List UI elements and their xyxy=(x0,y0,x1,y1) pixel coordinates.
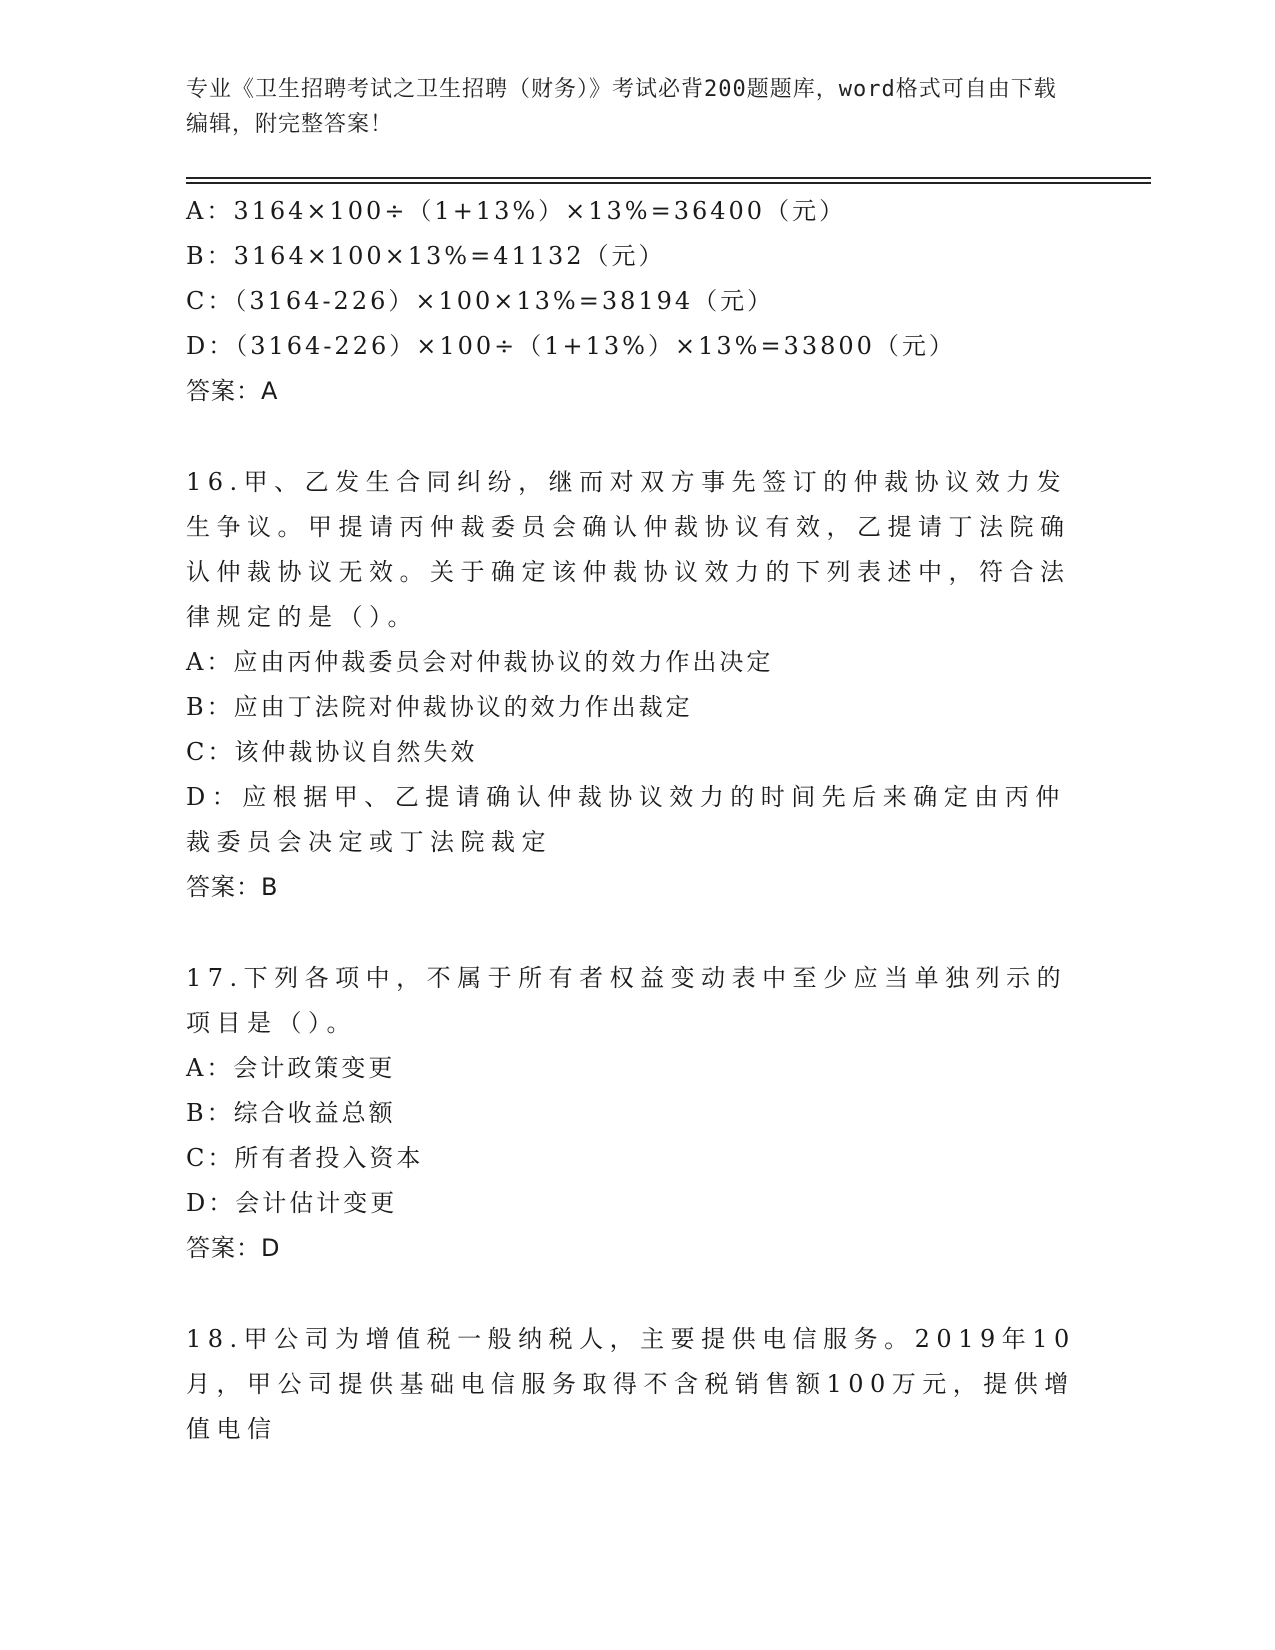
page-header xyxy=(186,72,1066,142)
answer-label: 答案： xyxy=(186,1234,261,1262)
answer-line xyxy=(186,865,1086,910)
spacer xyxy=(186,414,1086,460)
option-c: C：（3164-226）×100×13%=38194（元） xyxy=(186,287,775,315)
header-divider-bottom xyxy=(186,182,1151,184)
question-block-15 xyxy=(186,189,1086,414)
option-a: A：3164×100÷（1+13%）×13%=36400（元） xyxy=(186,197,847,225)
option-b: B：应由丁法院对仲裁协议的效力作出裁定 xyxy=(186,693,693,721)
option-c: C：所有者投入资本 xyxy=(186,1144,424,1172)
answer-line xyxy=(186,369,1086,414)
question-block-18 xyxy=(186,1317,1086,1452)
question-block-17 xyxy=(186,956,1086,1271)
answer-label: 答案： xyxy=(186,873,261,901)
spacer xyxy=(186,910,1086,956)
option-b: B：综合收益总额 xyxy=(186,1099,396,1127)
option-a: A：会计政策变更 xyxy=(186,1054,396,1082)
option-b: B：3164×100×13%=41132（元） xyxy=(186,242,666,270)
option-c: C：该仲裁协议自然失效 xyxy=(186,738,478,766)
option-a: A：应由丙仲裁委员会对仲裁协议的效力作出决定 xyxy=(186,648,774,676)
option-d: D：（3164-226）×100÷（1+13%）×13%=33800（元） xyxy=(186,332,956,360)
document-title: 专业《卫生招聘考试之卫生招聘（财务）》考试必背200题题库，word格式可自由下载编辑，附完整答案！ xyxy=(186,77,1057,137)
question-list xyxy=(186,189,1086,1452)
question-block-16 xyxy=(186,460,1086,910)
answer-value: A xyxy=(261,377,279,405)
question-stem: 18.甲公司为增值税一般纳税人，主要提供电信服务。2019年10月，甲公司提供基础电信服务取得不含税销售额100万元，提供增值电信 xyxy=(186,1325,1076,1443)
answer-line xyxy=(186,1226,1086,1271)
option-d: D：会计估计变更 xyxy=(186,1189,398,1217)
answer-value: D xyxy=(261,1234,281,1262)
header-divider-top xyxy=(186,177,1151,179)
answer-value: B xyxy=(261,873,279,901)
spacer xyxy=(186,1271,1086,1317)
answer-label: 答案： xyxy=(186,377,261,405)
question-stem: 17.下列各项中，不属于所有者权益变动表中至少应当单独列示的项目是（）。 xyxy=(186,964,1068,1037)
option-d: D：应根据甲、乙提请确认仲裁协议效力的时间先后来确定由丙仲裁委员会决定或丁法院裁定 xyxy=(186,783,1066,856)
question-stem: 16.甲、乙发生合同纠纷，继而对双方事先签订的仲裁协议效力发生争议。甲提请丙仲裁委员会确认仲裁协议有效，乙提请丁法院确认仲裁协议无效。关于确定该仲裁协议效力的下列表述中，符合法律规定的是（）。 xyxy=(186,468,1071,631)
